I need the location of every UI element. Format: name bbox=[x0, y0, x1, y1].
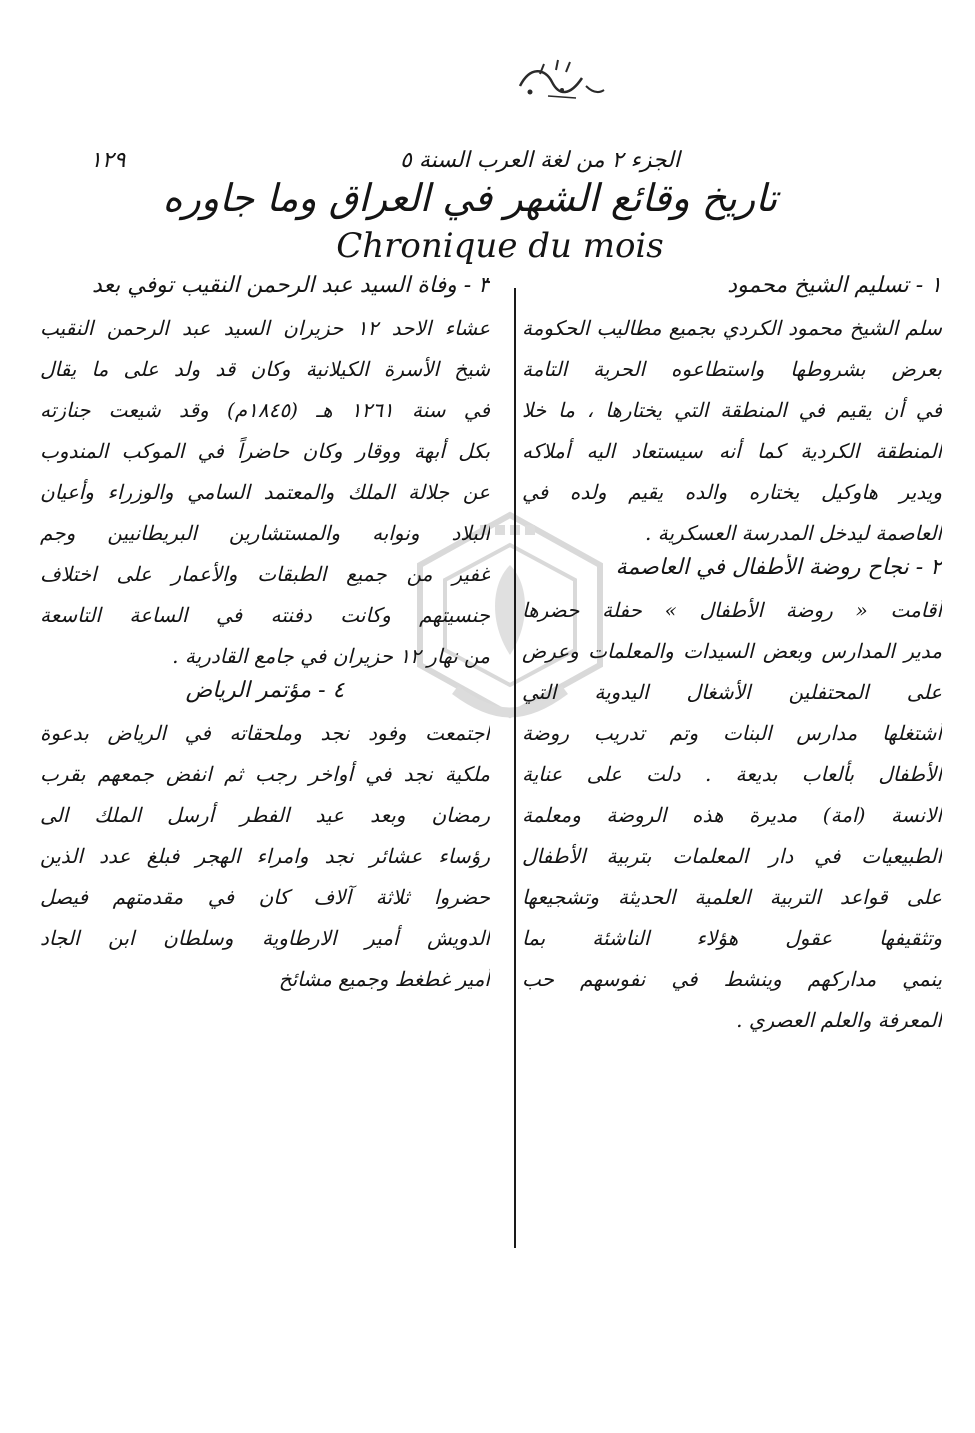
section-heading: ٤ - مؤتمر الرياض bbox=[185, 678, 345, 703]
text-line: البلاد ونوابه والمستشارين البريطانيين وجم bbox=[40, 521, 490, 545]
running-header: الجزء ٢ من لغة العرب السنة ٥ bbox=[400, 148, 680, 173]
text-line: رؤساء عشائر نجد وامراء الهجر فبلغ عدد الذين bbox=[40, 844, 490, 868]
text-line: أشتغلها مدارس البنات وتم تدريب روضة bbox=[522, 721, 942, 745]
text-line: حضروا ثلاثة آلاف كان في مقدمتهم فيصل bbox=[40, 885, 490, 909]
text-line: شيخ الأسرة الكيلانية وكان قد ولد على ما يقال bbox=[40, 357, 490, 381]
text-line: أقامت « روضة الأطفال » حفلة حضرها bbox=[522, 598, 942, 622]
text-line: جنسيتهم وكانت دفنته في الساعة التاسعة bbox=[40, 603, 490, 627]
text-line: اجتمعت وفود نجد وملحقاته في الرياض بدعوة bbox=[40, 721, 490, 745]
text-line: على قواعد التربية العلمية الحديثة وتشجيعها bbox=[522, 885, 942, 909]
text-line: على المحتفلين الأشغال اليدوية التي bbox=[522, 680, 942, 704]
section-heading: ١ - تسليم الشيخ محمود bbox=[727, 273, 942, 298]
section-heading: ٢ - نجاح روضة الأطفال في العاصمة bbox=[615, 555, 942, 580]
text-line: عن جلالة الملك والمعتمد السامي والوزراء وأعيان bbox=[40, 480, 490, 504]
text-line: المعرفة والعلم العصري . bbox=[736, 1008, 942, 1032]
text-line: في أن يقيم في المنطقة التي يختارها ، ما خلا bbox=[522, 398, 942, 422]
library-stamp-mark bbox=[500, 56, 610, 108]
page-number: ١٢٩ bbox=[90, 148, 126, 173]
text-line: ويدير هاوكيل يختاره والده يقيم ولده في bbox=[522, 480, 942, 504]
column-divider bbox=[514, 288, 516, 1248]
page-title: تاريخ وقائع الشهر في العراق وما جاوره bbox=[162, 176, 778, 220]
text-line: ينمي مداركهم وينشط في نفوسهم حب bbox=[522, 967, 942, 991]
text-line: أمير غطغط وجميع مشائخ bbox=[278, 967, 490, 991]
text-line: سلم الشيخ محمود الكردي بجميع مطاليب الحكومة bbox=[522, 316, 942, 340]
text-line: مدير المدارس وبعض السيدات والمعلمات وعرض bbox=[522, 639, 942, 663]
right-column bbox=[522, 272, 942, 1041]
text-line: العاصمة ليدخل المدرسة العسكرية . bbox=[645, 521, 942, 545]
text-line: غفير من جميع الطبقات والأعمار على اختلاف bbox=[40, 562, 490, 586]
text-line: الأطفال بألعاب بديعة . دلت على عناية bbox=[522, 762, 942, 786]
section-heading: ٣ - وفاة السيد عبد الرحمن النقيب توفي بعد bbox=[92, 273, 490, 298]
text-line: وتثقيفها عقول هؤلاء الناشئة بما bbox=[522, 926, 942, 950]
text-line: ملكية نجد في أواخر رجب ثم انفض جمعهم بقرب bbox=[40, 762, 490, 786]
text-line: بعرض بشروطها واستطاعوه الحرية التامة bbox=[522, 357, 942, 381]
text-line: رمضان وبعد عيد الفطر أرسل الملك الى bbox=[40, 803, 490, 827]
text-line: بكل أبهة ووقار وكان حاضراً في الموكب المندوب bbox=[40, 439, 490, 463]
text-line: الدويش أمير الارطاوية وسلطان ابن الجاد bbox=[40, 926, 490, 950]
page-subtitle: Chronique du mois bbox=[336, 226, 664, 266]
text-line: في سنة ١٢٦١ هـ (١٨٤٥م) وقد شيعت جنازته bbox=[40, 398, 490, 422]
text-line: الطبيعيات في دار المعلمات بتربية الأطفال bbox=[522, 844, 942, 868]
text-line: الانسة (امة) مديرة هذه الروضة ومعلمة bbox=[522, 803, 942, 827]
text-line: من نهار ١٢ حزيران في جامع القادرية . bbox=[172, 644, 490, 668]
text-line: المنطقة الكردية كما أنه سيستعاد اليه أملاكه bbox=[522, 439, 942, 463]
left-column bbox=[40, 272, 490, 1000]
text-line: عشاء الاحد ١٢ حزيران السيد عبد الرحمن النقيب bbox=[40, 316, 490, 340]
